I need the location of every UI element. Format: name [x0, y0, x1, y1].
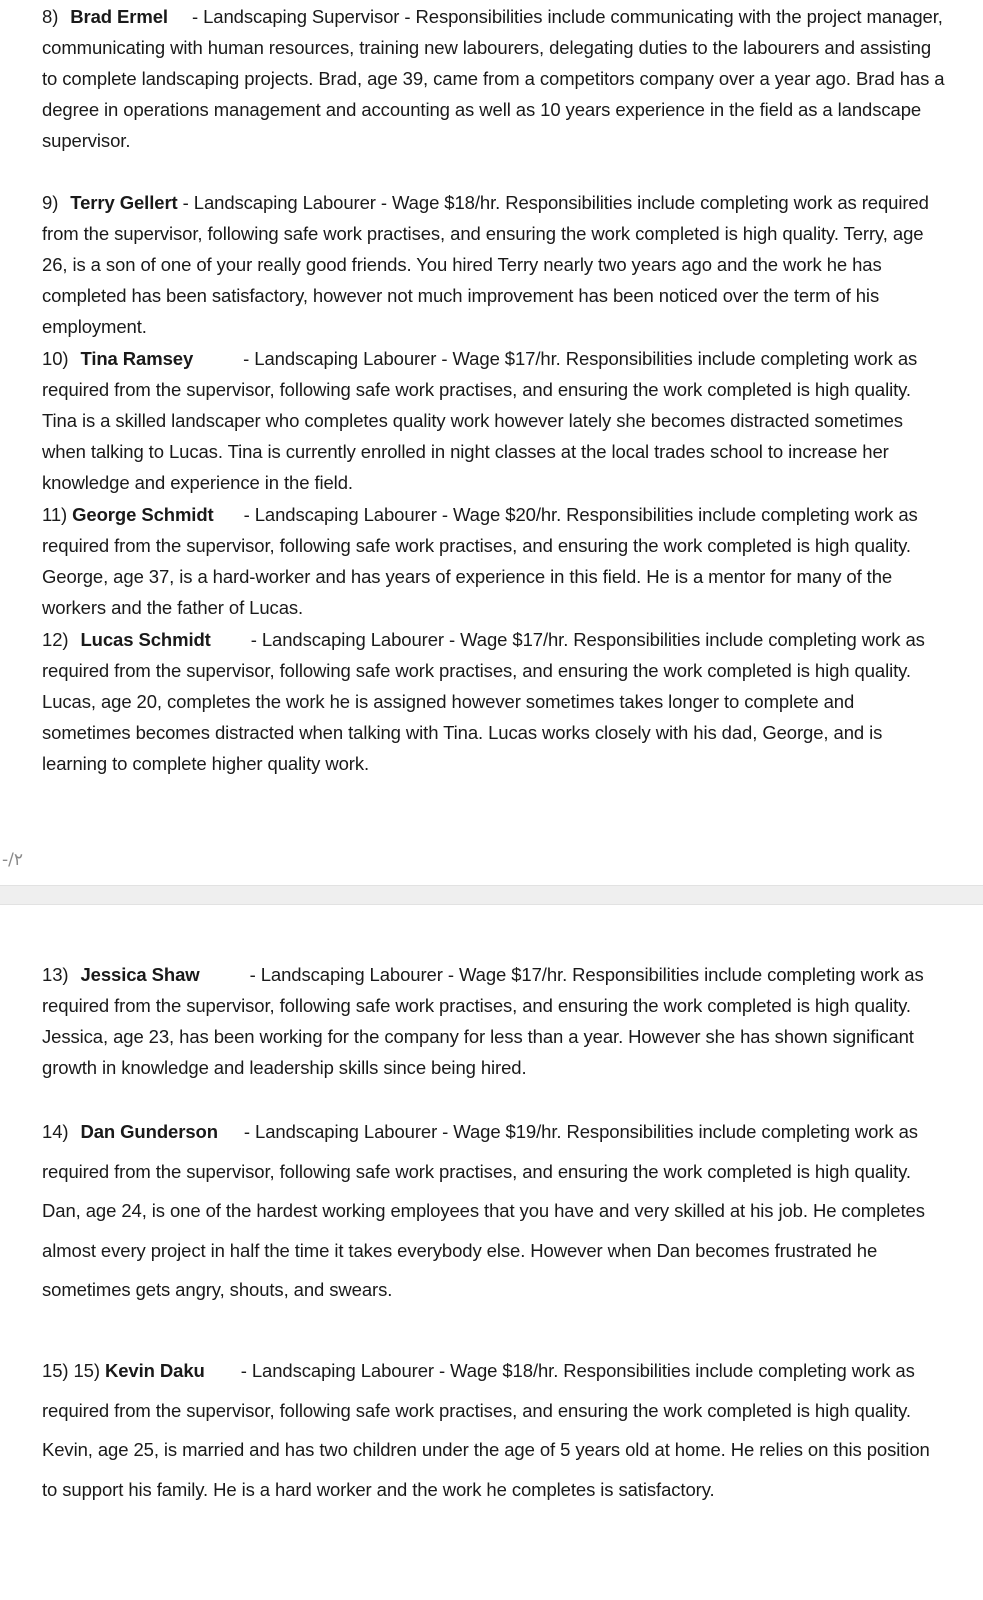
entry-george-schmidt: [42, 499, 947, 623]
entry-number: 15) 15): [42, 1360, 100, 1381]
entry-number: 14): [42, 1121, 69, 1142]
entry-brad-ermel: [42, 1, 947, 156]
entry-lucas-schmidt: [42, 624, 947, 779]
entry-text: - Landscaping Labourer - Wage $18/hr. Responsibilities include completing work as required from the supervisor, following safe work practises, and ensuring the work completed is high quality. Kevin, age 25, is married and has two children under the age of 5 years old at home. He relies on this position to support his family. He is a hard worker and the work he completes is satisfactory.: [42, 1360, 930, 1500]
entry-name: Lucas Schmidt: [80, 629, 211, 650]
entry-tina-ramsey: [42, 343, 947, 498]
entry-dan-gunderson: [42, 1112, 947, 1310]
page-separator: [0, 885, 983, 905]
entry-name: Jessica Shaw: [80, 964, 200, 985]
entry-number: 10): [42, 348, 69, 369]
entry-text: - Landscaping Labourer - Wage $19/hr. Responsibilities include completing work as required from the supervisor, following safe work practises, and ensuring the work completed is high quality. Dan, age 24, is one of the hardest working employees that you have and very skilled at his job. He completes almost every project in half the time it takes everybody else. However when Dan becomes frustrated he sometimes gets angry, shouts, and swears.: [42, 1121, 925, 1300]
entry-text: - Landscaping Labourer - Wage $20/hr. Responsibilities include completing work as required from the supervisor, following safe work practises, and ensuring the work completed is high quality. George, age 37, is a hard-worker and has years of experience in this field. He is a mentor for many of the workers and the father of Lucas.: [42, 504, 918, 618]
entry-number: 9): [42, 192, 59, 213]
entry-name: Terry Gellert: [70, 192, 178, 213]
page-number: -/٢: [2, 850, 24, 870]
document-page-lower: [0, 905, 983, 1600]
entry-text: - Landscaping Labourer - Wage $18/hr. Responsibilities include completing work as required from the supervisor, following safe work practises, and ensuring the work completed is high quality. Terry, age 26, is a son of one of your really good friends. You hired Terry nearly two years ago and the work he has completed has been satisfactory, however not much improvement has been noticed over the term of his employment.: [42, 192, 929, 337]
entry-name: George Schmidt: [72, 504, 214, 525]
entry-number: 8): [42, 6, 59, 27]
entry-number: 11): [42, 504, 68, 525]
entry-jessica-shaw: [42, 959, 947, 1083]
entry-name: Brad Ermel: [70, 6, 168, 27]
entry-terry-gellert: [42, 187, 947, 342]
entry-text: - Landscaping Labourer - Wage $17/hr. Responsibilities include completing work as required from the supervisor, following safe work practises, and ensuring the work completed is high quality. Lucas, age 20, completes the work he is assigned however sometimes takes longer to complete and sometimes becomes distracted when talking with Tina. Lucas works closely with his dad, George, and is learning to complete higher quality work.: [42, 629, 925, 774]
entry-name: Dan Gunderson: [80, 1121, 218, 1142]
entry-number: 13): [42, 964, 69, 985]
entry-name: Kevin Daku: [104, 1360, 205, 1381]
entry-kevin-daku: [42, 1351, 947, 1509]
entry-name: Tina Ramsey: [80, 348, 194, 369]
entry-number: 12): [42, 629, 69, 650]
entry-text: - Landscaping Labourer - Wage $17/hr. Responsibilities include completing work as required from the supervisor, following safe work practises, and ensuring the work completed is high quality. Jessica, age 23, has been working for the company for less than a year. However she has shown significant growth in knowledge and leadership skills since being hired.: [42, 964, 924, 1078]
entry-text: - Landscaping Labourer - Wage $17/hr. Responsibilities include completing work as required from the supervisor, following safe work practises, and ensuring the work completed is high quality. Tina is a skilled landscaper who completes quality work however lately she becomes distracted sometimes when talking to Lucas. Tina is currently enrolled in night classes at the local trades school to increase her knowledge and experience in the field.: [42, 348, 918, 493]
entry-text: - Landscaping Supervisor - Responsibilities include communicating with the project manager, communicating with human resources, training new labourers, delegating duties to the labourers and assisting to complete landscaping projects. Brad, age 39, came from a competitors company over a year ago. Brad has a degree in operations management and accounting as well as 10 years experience in the field as a landscape supervisor.: [42, 6, 945, 151]
